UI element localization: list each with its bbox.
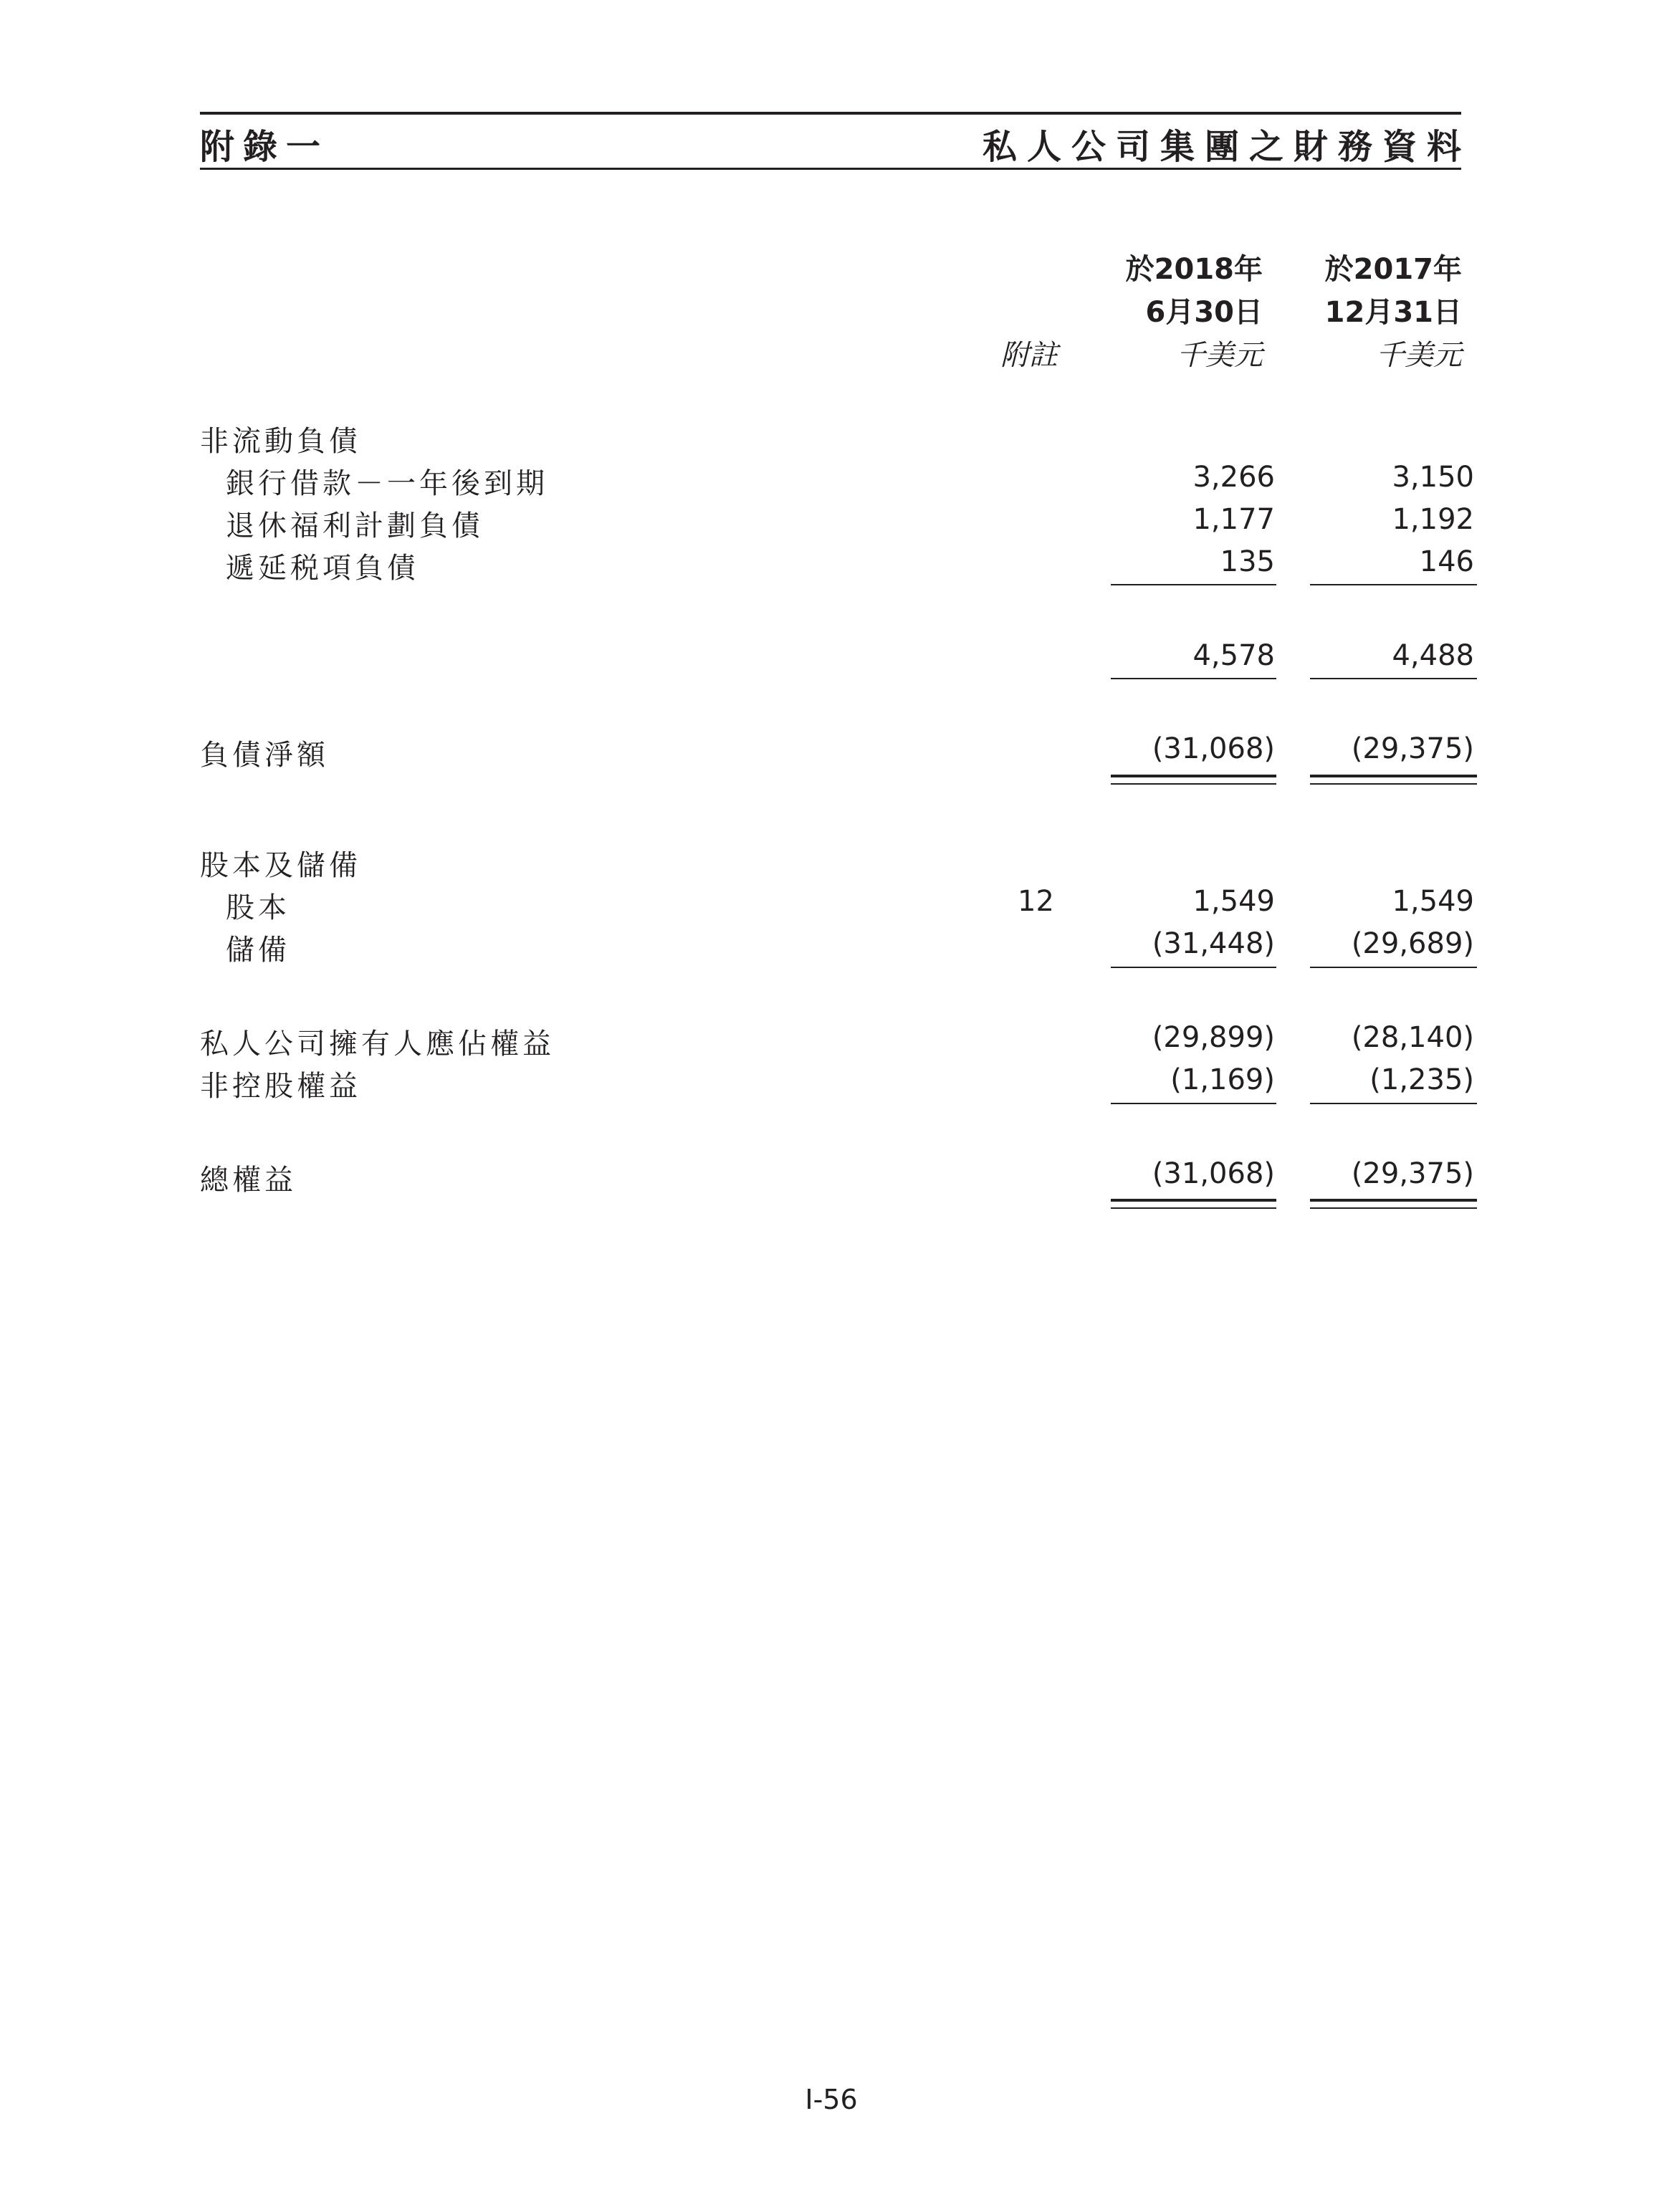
row-label: 股本及儲備 [200,849,361,882]
section-title: 私人公司集團之財務資料 [982,127,1471,167]
row-value-col2: 1,192 [1392,503,1474,536]
double-rule-top-col2 [1310,775,1477,777]
row-value-col1: (29,899) [1152,1021,1275,1054]
row-label: 遞延税項負債 [226,552,419,585]
row-value-col1: 1,549 [1192,885,1275,918]
row-value-col2: 3,150 [1392,461,1474,494]
subtotal-rule-col2 [1310,1103,1477,1104]
double-rule-top-col2 [1310,1199,1477,1202]
appendix-title: 附錄一 [200,127,330,167]
double-rule-bottom-col1 [1111,1207,1276,1209]
header-top-rule [200,112,1461,115]
row-value-col1: 3,266 [1192,461,1275,494]
row-value-col1: (1,169) [1170,1063,1275,1096]
col1-heading-line2: 6月30日 [1145,296,1263,329]
col2-unit: 千美元 [1376,339,1462,372]
row-label: 儲備 [226,934,290,967]
subtotal-value-col2: 4,488 [1392,639,1474,672]
row-value-col2: (28,140) [1351,1021,1474,1054]
subtotal-rule-col1 [1111,967,1276,968]
page-number: I-56 [805,2084,858,2115]
subtotal-rule-col2 [1310,967,1477,968]
double-rule-bottom-col2 [1310,783,1477,785]
double-rule-bottom-col1 [1111,783,1276,785]
row-label: 負債淨額 [200,739,329,772]
row-value-col2: 146 [1419,545,1474,578]
col2-heading-line2: 12月31日 [1324,296,1462,329]
col2-heading-line1: 於2017年 [1324,253,1462,286]
subtotal-rule-col2 [1310,584,1477,585]
subtotal-bottom-rule-col2 [1310,678,1477,679]
row-label: 私人公司擁有人應佔權益 [200,1028,555,1060]
col1-heading-line1: 於2018年 [1125,253,1263,286]
col1-unit: 千美元 [1177,339,1263,372]
row-value-col1: (31,068) [1152,732,1275,765]
row-value-col2: 1,549 [1392,885,1474,918]
row-value-col2: (29,375) [1351,1157,1474,1190]
row-label: 股本 [226,891,290,924]
note-column-heading: 附註 [1000,339,1058,372]
row-label: 總權益 [200,1164,297,1197]
row-value-col2: (29,689) [1351,927,1474,960]
row-note: 12 [1018,885,1054,918]
double-rule-top-col1 [1111,1199,1276,1202]
row-value-col1: 135 [1220,545,1275,578]
double-rule-bottom-col2 [1310,1207,1477,1209]
subtotal-rule-col1 [1111,584,1276,585]
double-rule-top-col1 [1111,775,1276,777]
header-bottom-rule [200,168,1461,170]
row-label: 銀行借款－一年後到期 [226,467,548,500]
row-label: 非控股權益 [200,1070,361,1103]
subtotal-rule-col1 [1111,1103,1276,1104]
row-label: 非流動負債 [200,425,361,458]
row-value-col1: (31,448) [1152,927,1275,960]
row-value-col1: (31,068) [1152,1157,1275,1190]
row-label: 退休福利計劃負債 [226,509,484,542]
subtotal-bottom-rule-col1 [1111,678,1276,679]
row-value-col1: 1,177 [1192,503,1275,536]
row-value-col2: (29,375) [1351,732,1474,765]
row-value-col2: (1,235) [1369,1063,1474,1096]
subtotal-value-col1: 4,578 [1192,639,1275,672]
